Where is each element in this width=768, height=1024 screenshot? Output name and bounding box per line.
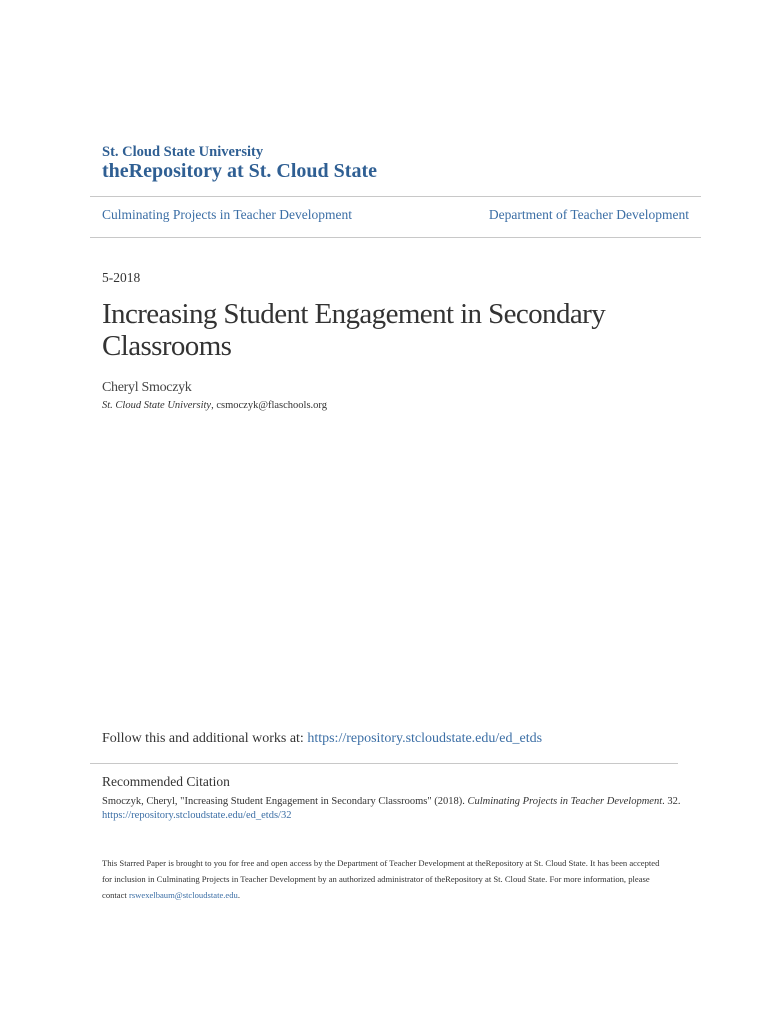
header-divider-bottom: [90, 237, 701, 238]
notice-text: This Starred Paper is brought to you for free and open access by the Department of Teacher Development at theRepository at St. Cloud State. It has been accepted for inclusion in Culminating Projects in Teacher Development by an authorized administrator of theRepository at St. Cloud State. For more information, please contact: [102, 858, 660, 900]
follow-label: Follow this and additional works at:: [102, 731, 304, 746]
notice-end: .: [237, 890, 240, 900]
university-link[interactable]: St. Cloud State University: [102, 144, 264, 160]
repository-link[interactable]: theRepository at St. Cloud State: [102, 160, 377, 182]
document-title: Increasing Student Engagement in Secondary Classrooms: [102, 298, 606, 362]
series-link[interactable]: Culminating Projects in Teacher Development: [102, 207, 352, 222]
author-email: csmoczyk@flaschools.org: [216, 400, 327, 411]
follow-line: [102, 731, 542, 747]
citation-divider: [90, 763, 678, 764]
access-notice: [102, 855, 667, 903]
citation-url-link[interactable]: https://repository.stcloudstate.edu/ed_etds/32: [102, 810, 292, 821]
department-link[interactable]: Department of Teacher Development: [488, 207, 689, 222]
citation-series: Culminating Projects in Teacher Development: [467, 796, 663, 807]
author-affiliation: St. Cloud State University, csmoczyk@flaschools.org: [102, 400, 327, 411]
citation-text: [102, 796, 681, 807]
affiliation-name: St. Cloud State University: [102, 400, 212, 411]
publication-date: 5-2018: [102, 270, 141, 285]
follow-url-link[interactable]: https://repository.stcloudstate.edu/ed_etds: [307, 731, 543, 746]
contact-email-link[interactable]: rswexelbaum@stcloudstate.edu: [128, 890, 238, 900]
header-divider-top: [90, 196, 701, 197]
citation-body: Smoczyk, Cheryl, "Increasing Student Engagement in Secondary Classrooms" (2018).: [102, 796, 465, 807]
citation-heading: Recommended Citation: [102, 774, 230, 789]
citation-number: . 32.: [662, 796, 681, 807]
author-name: Cheryl Smoczyk: [102, 380, 192, 395]
